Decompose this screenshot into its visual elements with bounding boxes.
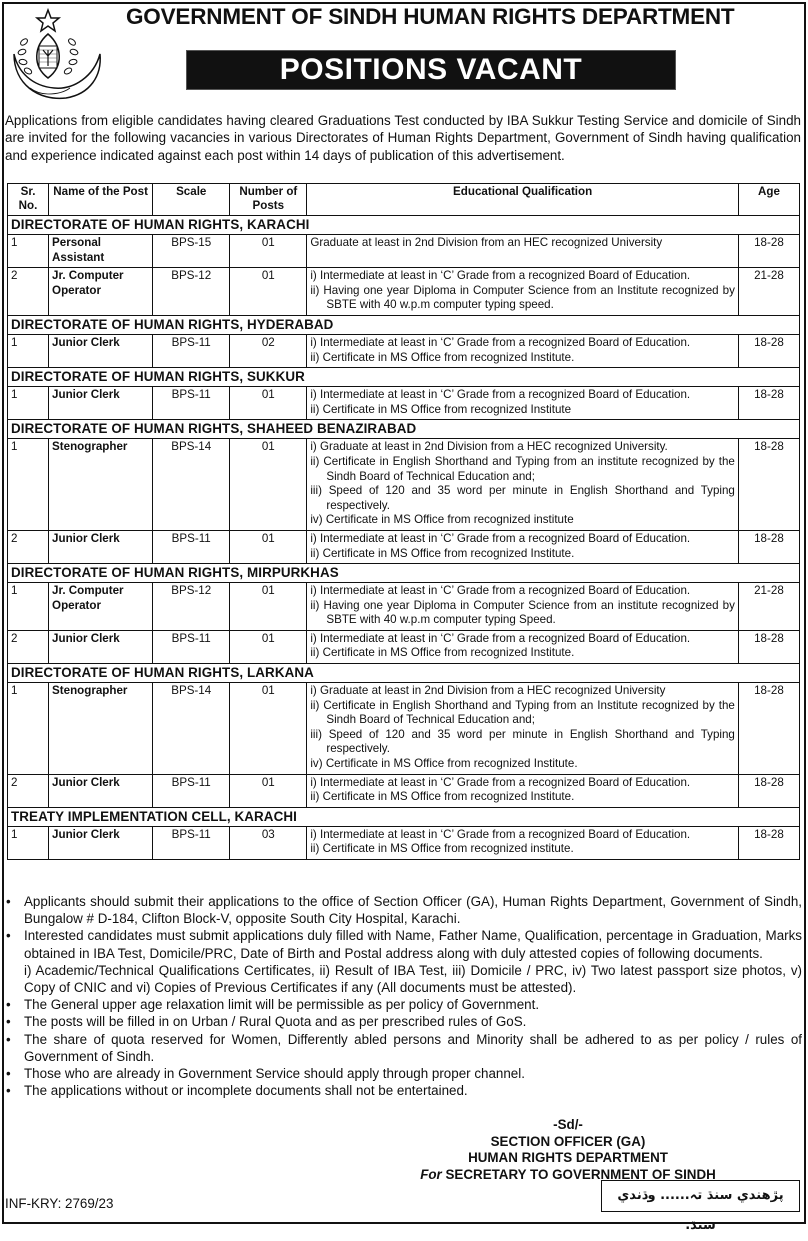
scale-cell: BPS-12: [153, 268, 230, 316]
instruction-item: [6, 927, 802, 996]
section-header-row: [8, 420, 800, 439]
section-title: DIRECTORATE OF HUMAN RIGHTS, LARKANA: [8, 664, 800, 683]
qualification-item: ii) Having one year Diploma in Computer Science from an Institute recognized by SBTE with 40 w.p.m computer typing speed.: [310, 283, 735, 312]
age-cell: 21-28: [738, 268, 799, 316]
scale-cell: BPS-11: [153, 530, 230, 563]
post-name-cell: Junior Clerk: [49, 630, 153, 663]
scale-cell: BPS-11: [153, 826, 230, 859]
header-sr-no: Sr. No.: [8, 184, 49, 216]
table-row: [8, 334, 800, 367]
post-name-cell: Personal Assistant: [49, 235, 153, 268]
qualification-item: iii) Speed of 120 and 35 word per minute in English Shorthand and Typing respectively.: [310, 484, 735, 512]
instruction-item: [6, 1065, 802, 1082]
posts-cell: 01: [230, 235, 307, 268]
posts-cell: 01: [230, 530, 307, 563]
instruction-documents-list: i) Academic/Technical Qualifications Certificates, ii) Result of IBA Test, iii) Domicile / PRC, iv) Two latest passport size photos, v) Copy of CNIC and vi) Copies of Previous Certificates if any (All documents must be attested).: [24, 962, 802, 996]
reference-number: INF-KRY: 2769/23: [5, 1196, 114, 1211]
instruction-item: [6, 1082, 802, 1099]
bullet-icon: •: [6, 1066, 11, 1082]
sr-cell: 1: [8, 387, 49, 420]
section-title: DIRECTORATE OF HUMAN RIGHTS, KARACHI: [8, 216, 800, 235]
department-title: GOVERNMENT OF SINDH HUMAN RIGHTS DEPARTMENT: [126, 4, 735, 29]
sr-cell: 2: [8, 774, 49, 807]
signature-department: HUMAN RIGHTS DEPARTMENT: [468, 1150, 668, 1166]
qualification-item: ii) Certificate in English Shorthand and Typing from an institute recognized by the Sindh Board of Technical Education and;: [310, 454, 735, 483]
post-name-cell: Junior Clerk: [49, 530, 153, 563]
post-name-cell: Junior Clerk: [49, 774, 153, 807]
age-cell: 18-28: [738, 334, 799, 367]
age-cell: 18-28: [738, 530, 799, 563]
bullet-icon: •: [6, 894, 11, 909]
table-row: [8, 387, 800, 420]
signature-secretary: SECRETARY TO GOVERNMENT OF SINDH: [441, 1166, 716, 1182]
instruction-text: The applications without or incomplete documents shall not be entertained.: [24, 1083, 468, 1099]
sr-cell: 2: [8, 630, 49, 663]
qualification-item: i) Intermediate at least in ‘C’ Grade from a recognized Board of Education.: [310, 775, 691, 789]
post-name-cell: Junior Clerk: [49, 826, 153, 859]
signature-for-word: For: [420, 1166, 442, 1182]
instruction-text: The posts will be filled in on Urban / Rural Quota and as per prescribed rules of GoS.: [24, 1014, 527, 1030]
posts-cell: 03: [230, 826, 307, 859]
sr-cell: 1: [8, 334, 49, 367]
posts-cell: 01: [230, 268, 307, 316]
age-cell: 18-28: [738, 387, 799, 420]
intro-paragraph: Applications from eligible candidates having cleared Graduations Test conducted by IBA Sukkur Testing Service and domicile of Sindh are invited for the following vacancies in various Directorates of Human Rights Department, Government of Sindh having qualification and experience indicated against each post within 14 days of publication of this advertisement.: [5, 113, 801, 163]
sr-cell: 1: [8, 583, 49, 631]
qualification-cell: [307, 235, 739, 268]
qualification-item: ii) Certificate in MS Office from recognized Institute.: [310, 546, 575, 560]
sindh-government-emblem-icon: [8, 6, 112, 106]
instruction-text: Applicants should submit their applications to the office of Section Officer (GA), Human Rights Department, Government of Sindh, Bungalow # D-184, Clifton Block-V, opposite South City Hospital, Karachi.: [24, 894, 802, 927]
signature-block: [378, 1117, 758, 1183]
sr-cell: 2: [8, 530, 49, 563]
qualification-item: i) Intermediate at least in ‘C’ Grade from a recognized Board of Education.: [310, 827, 691, 841]
qualification-item: i) Graduate at least in 2nd Division from a HEC recognized University: [310, 684, 666, 698]
instructions-list: [6, 893, 802, 1099]
qualification-item: iv) Certificate in MS Office from recognized institute: [310, 513, 574, 527]
instruction-text: The General upper age relaxation limit will be permissible as per policy of Government.: [24, 997, 540, 1013]
header-qualification: Educational Qualification: [307, 184, 739, 216]
age-cell: 18-28: [738, 439, 799, 531]
signature-sd: -Sd/-: [553, 1117, 583, 1132]
post-name-cell: Stenographer: [49, 683, 153, 775]
section-header-row: [8, 664, 800, 683]
post-name-cell: Junior Clerk: [49, 334, 153, 367]
qualification-cell: [307, 583, 739, 631]
qualification-item: ii) Certificate in MS Office from recognized Institute.: [310, 350, 575, 364]
bullet-icon: •: [6, 997, 11, 1013]
table-row: [8, 268, 800, 316]
sr-cell: 2: [8, 268, 49, 316]
qualification-cell: [307, 826, 739, 859]
scale-cell: BPS-12: [153, 583, 230, 631]
age-cell: 18-28: [738, 683, 799, 775]
header-age: Age: [738, 184, 799, 216]
header-number-of-posts: Number of Posts: [230, 184, 307, 216]
qualification-cell: [307, 439, 739, 531]
qualification-item: i) Intermediate at least in ‘C’ Grade from a recognized Board of Education.: [310, 269, 691, 283]
section-header-row: [8, 216, 800, 235]
posts-cell: 02: [230, 334, 307, 367]
table-header-row: [8, 184, 800, 216]
qualification-item: ii) Certificate in MS Office from recognized institute.: [310, 842, 574, 856]
table-row: [8, 439, 800, 531]
table-row: [8, 683, 800, 775]
instruction-text: Interested candidates must submit applications duly filled with Name, Father Name, Qualification, percentage in Graduation, Marks obtained in IBA Test, Domicile/PRC, Date of Birth and Postal address along with duly attested copies of following documents.: [24, 928, 802, 961]
bullet-icon: •: [6, 1083, 11, 1099]
posts-cell: 01: [230, 630, 307, 663]
section-title: DIRECTORATE OF HUMAN RIGHTS, HYDERABAD: [8, 315, 800, 334]
qualification-item: ii) Certificate in English Shorthand and Typing from an Institute recognized by the Sindh Board of Technical Education and;: [310, 698, 735, 727]
qualification-cell: [307, 683, 739, 775]
section-title: DIRECTORATE OF HUMAN RIGHTS, SUKKUR: [8, 368, 800, 387]
instruction-item: [6, 1031, 802, 1065]
section-title: TREATY IMPLEMENTATION CELL, KARACHI: [8, 807, 800, 826]
qualification-item: ii) Certificate in MS Office from recognized Institute.: [310, 790, 575, 804]
qualification-cell: [307, 268, 739, 316]
section-title: DIRECTORATE OF HUMAN RIGHTS, MIRPURKHAS: [8, 564, 800, 583]
table-row: [8, 630, 800, 663]
sr-cell: 1: [8, 439, 49, 531]
bullet-icon: •: [6, 1014, 11, 1030]
qualification-item: ii) Having one year Diploma in Computer Science from an institute recognized by SBTE with 40 w.p.m computer typing Speed.: [310, 598, 735, 627]
age-cell: 18-28: [738, 235, 799, 268]
posts-cell: 01: [230, 387, 307, 420]
qualification-item: i) Intermediate at least in ‘C’ Grade from a recognized Board of Education.: [310, 631, 691, 645]
section-title: DIRECTORATE OF HUMAN RIGHTS, SHAHEED BENAZIRABAD: [8, 420, 800, 439]
age-cell: 21-28: [738, 583, 799, 631]
section-header-row: [8, 564, 800, 583]
bullet-icon: •: [6, 928, 11, 944]
qualification-item: Graduate at least in 2nd Division from an HEC recognized University: [310, 236, 663, 249]
section-header-row: [8, 807, 800, 826]
scale-cell: BPS-11: [153, 387, 230, 420]
sr-cell: 1: [8, 235, 49, 268]
post-name-cell: Jr. Computer Operator: [49, 268, 153, 316]
instruction-item: [6, 1013, 802, 1030]
instruction-text: The share of quota reserved for Women, Differently abled persons and Minority shall be adhered to as per policy / rules of Government of Sindh.: [24, 1031, 802, 1064]
table-row: [8, 235, 800, 268]
qualification-cell: [307, 774, 739, 807]
age-cell: 18-28: [738, 774, 799, 807]
scale-cell: BPS-15: [153, 235, 230, 268]
qualification-cell: [307, 630, 739, 663]
post-name-cell: Jr. Computer Operator: [49, 583, 153, 631]
scale-cell: BPS-11: [153, 774, 230, 807]
section-header-row: [8, 315, 800, 334]
header-post-name: Name of the Post: [49, 184, 153, 216]
qualification-cell: [307, 334, 739, 367]
positions-vacant-banner: POSITIONS VACANT: [186, 50, 676, 90]
qualification-item: i) Intermediate at least in ‘C’ Grade from a recognized Board of Education.: [310, 335, 691, 349]
instruction-item: [6, 996, 802, 1013]
table-row: [8, 583, 800, 631]
qualification-cell: [307, 387, 739, 420]
posts-cell: 01: [230, 583, 307, 631]
posts-cell: 01: [230, 683, 307, 775]
header-scale: Scale: [153, 184, 230, 216]
instruction-item: [6, 893, 802, 927]
qualification-item: ii) Certificate in MS Office from recognized Institute.: [310, 646, 575, 660]
scale-cell: BPS-14: [153, 439, 230, 531]
scale-cell: BPS-11: [153, 334, 230, 367]
age-cell: 18-28: [738, 826, 799, 859]
post-name-cell: Stenographer: [49, 439, 153, 531]
scale-cell: BPS-14: [153, 683, 230, 775]
sindhi-slogan-box: پڙهندي سنڌ تہ...... وڌندي سنڌ.: [601, 1180, 800, 1212]
table-row: [8, 774, 800, 807]
instruction-text: Those who are already in Government Service should apply through proper channel.: [24, 1066, 525, 1082]
qualification-item: i) Intermediate at least in ‘C’ Grade from a recognized Board of Education.: [310, 531, 691, 545]
vacancy-table: [7, 183, 800, 860]
sr-cell: 1: [8, 826, 49, 859]
qualification-item: i) Intermediate at least in ‘C’ Grade from a recognized Board of Education.: [310, 584, 691, 598]
vacancy-table-body: [8, 216, 800, 860]
bullet-icon: •: [6, 1031, 11, 1047]
qualification-cell: [307, 530, 739, 563]
signature-title: SECTION OFFICER (GA): [490, 1133, 646, 1149]
sr-cell: 1: [8, 683, 49, 775]
posts-cell: 01: [230, 439, 307, 531]
qualification-item: ii) Certificate in MS Office from recognized Institute: [310, 402, 572, 416]
qualification-item: i) Graduate at least in 2nd Division from a HEC recognized University.: [310, 440, 668, 454]
qualification-item: iii) Speed of 120 and 35 word per minute in English Shorthand and Typing respectively.: [310, 727, 735, 756]
qualification-item: i) Intermediate at least in ‘C’ Grade from a recognized Board of Education.: [310, 388, 691, 402]
section-header-row: [8, 368, 800, 387]
table-row: [8, 530, 800, 563]
posts-cell: 01: [230, 774, 307, 807]
post-name-cell: Junior Clerk: [49, 387, 153, 420]
scale-cell: BPS-11: [153, 630, 230, 663]
age-cell: 18-28: [738, 630, 799, 663]
table-row: [8, 826, 800, 859]
qualification-item: iv) Certificate in MS Office from recognized Institute.: [310, 757, 578, 771]
